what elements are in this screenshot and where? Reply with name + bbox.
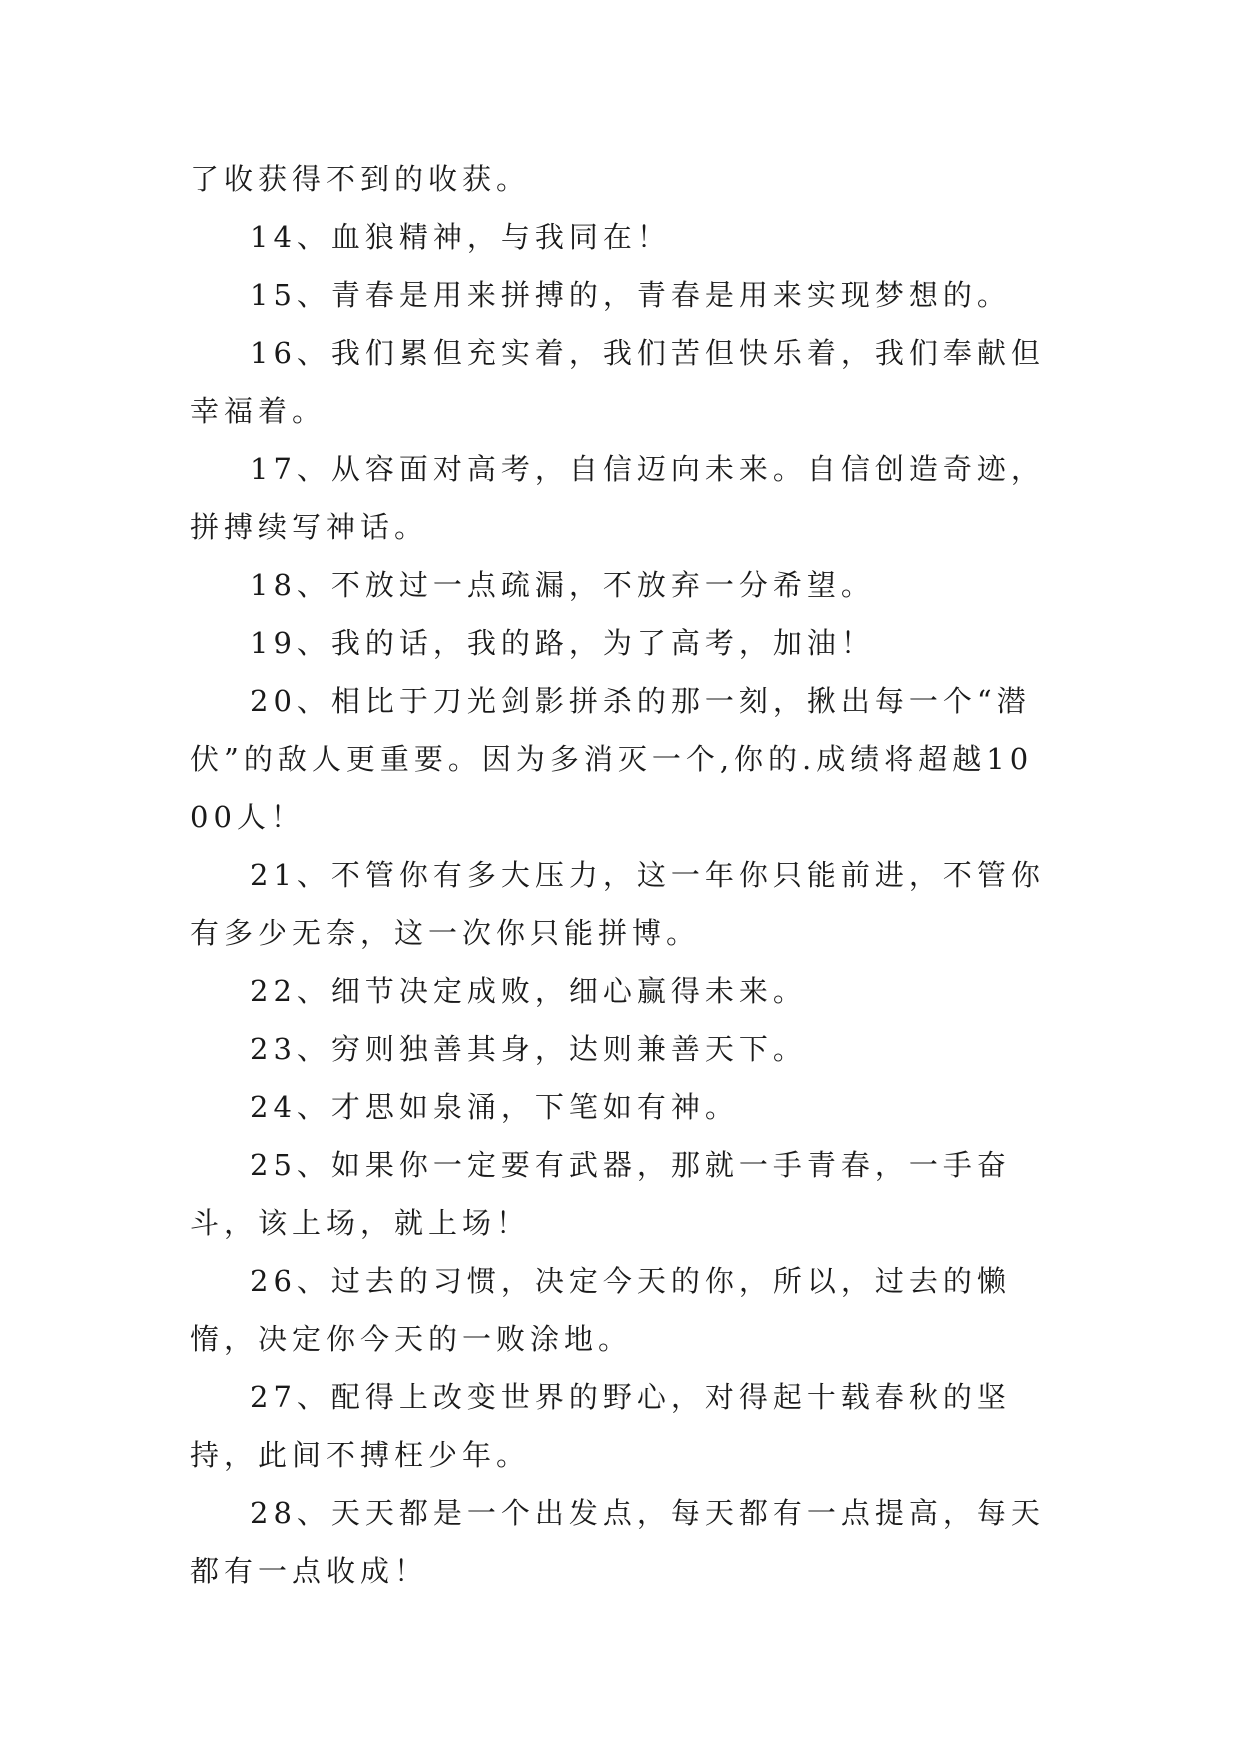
paragraph-14: 27、配得上改变世界的野心，对得起十载春秋的坚持，此间不搏枉少年。	[190, 1380, 1011, 1472]
paragraph-7: 20、相比于刀光剑影拼杀的那一刻，揪出每一个“潜伏”的敌人更重要。因为多消灭一个,你的.成绩将超越1000人！	[190, 684, 1034, 834]
paragraph-6: 19、我的话，我的路，为了高考，加油！	[250, 626, 875, 660]
paragraph-9: 22、细节决定成败，细心赢得未来。	[250, 974, 807, 1008]
paragraph-10: 23、穷则独善其身，达则兼善天下。	[250, 1032, 807, 1066]
paragraph-4: 17、从容面对高考，自信迈向未来。自信创造奇迹，拼搏续写神话。	[190, 452, 1045, 544]
paragraph-3: 16、我们累但充实着，我们苦但快乐着，我们奉献但幸福着。	[190, 336, 1045, 428]
paragraph-11: 24、才思如泉涌，下笔如有神。	[250, 1090, 739, 1124]
paragraph-15: 28、天天都是一个出发点，每天都有一点提高，每天都有一点收成！	[190, 1496, 1045, 1588]
paragraph-12: 25、如果你一定要有武器，那就一手青春，一手奋斗，该上场，就上场！	[190, 1148, 1011, 1240]
paragraph-8: 21、不管你有多大压力，这一年你只能前进，不管你有多少无奈，这一次你只能拼博。	[190, 858, 1045, 950]
document-body	[190, 150, 1052, 1600]
paragraph-0: 了收获得不到的收获。	[190, 162, 531, 196]
paragraph-2: 15、青春是用来拼搏的，青春是用来实现梦想的。	[250, 278, 1011, 312]
paragraph-13: 26、过去的习惯，决定今天的你，所以，过去的懒惰，决定你今天的一败涂地。	[190, 1264, 1011, 1356]
paragraph-1: 14、血狼精神，与我同在！	[250, 220, 671, 254]
paragraph-5: 18、不放过一点疏漏，不放弃一分希望。	[250, 568, 875, 602]
